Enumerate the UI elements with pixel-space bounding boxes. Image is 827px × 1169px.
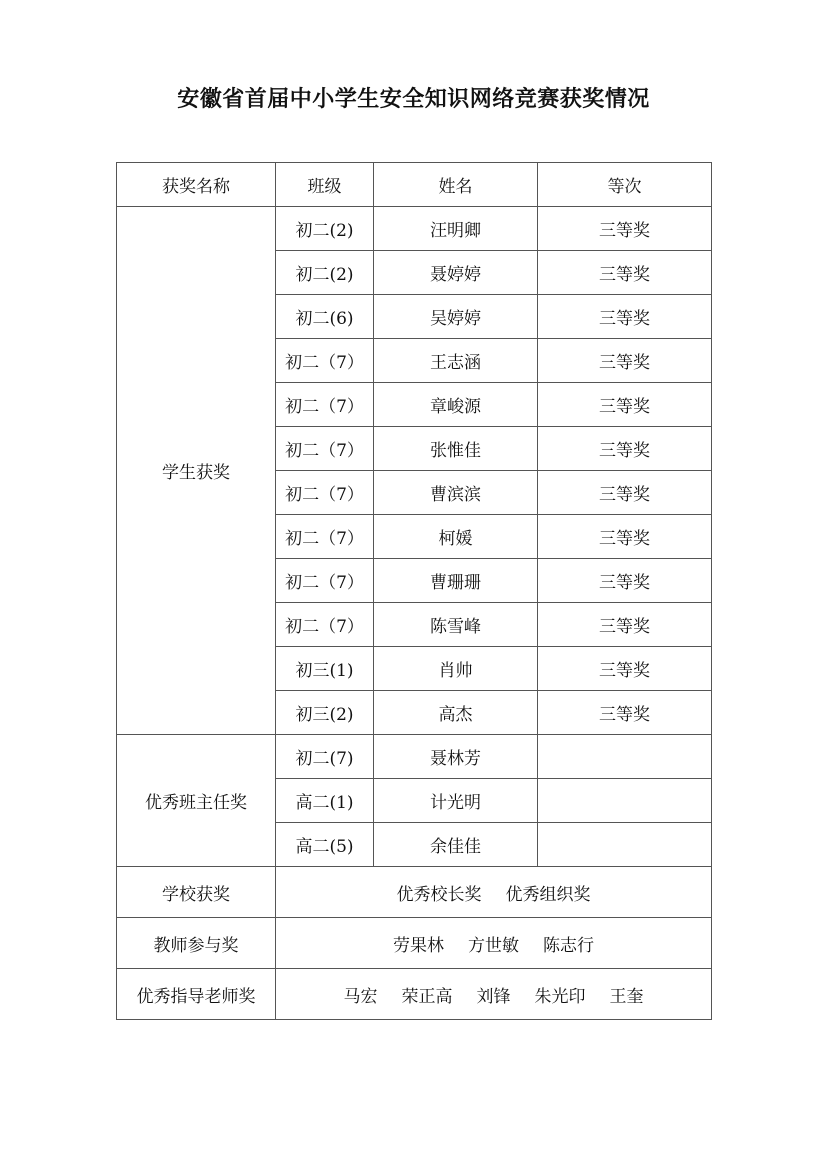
name-cell: 曹滨滨: [374, 471, 538, 515]
rank-cell: 三等奖: [538, 383, 712, 427]
table-row: [117, 918, 712, 969]
header-award-name: 获奖名称: [117, 163, 276, 207]
name-cell: 柯媛: [374, 515, 538, 559]
class-cell: 初二（7）: [276, 515, 374, 559]
name-cell: 章峻源: [374, 383, 538, 427]
award-name-item: 优秀组织奖: [505, 884, 591, 905]
table-row: [117, 735, 712, 779]
rank-cell: 三等奖: [538, 515, 712, 559]
class-cell: 初三(2): [276, 691, 374, 735]
teacher-award-label: 优秀班主任奖: [117, 735, 276, 867]
participation-award-names: [276, 918, 712, 969]
school-award-label: 学校获奖: [117, 867, 276, 918]
rank-cell: 三等奖: [538, 691, 712, 735]
rank-cell: 三等奖: [538, 559, 712, 603]
class-cell: 初二（7）: [276, 603, 374, 647]
name-cell: 陈雪峰: [374, 603, 538, 647]
class-cell: 初二（7）: [276, 383, 374, 427]
award-name-item: 荣正高: [401, 986, 453, 1007]
table-row: [117, 969, 712, 1020]
table-header-row: [117, 163, 712, 207]
rank-cell: [538, 735, 712, 779]
award-name-item: 马宏: [343, 986, 378, 1007]
page-title: 安徽省首届中小学生安全知识网络竞赛获奖情况: [177, 87, 650, 112]
name-cell: 聂婷婷: [374, 251, 538, 295]
name-cell: 吴婷婷: [374, 295, 538, 339]
rank-cell: 三等奖: [538, 647, 712, 691]
award-name-item: 刘锋: [476, 986, 511, 1007]
class-cell: 初二(2): [276, 207, 374, 251]
table-row: [117, 867, 712, 918]
class-cell: 初二（7）: [276, 559, 374, 603]
rank-cell: [538, 779, 712, 823]
name-cell: 余佳佳: [374, 823, 538, 867]
school-award-names: [276, 867, 712, 918]
table-row: [117, 207, 712, 251]
name-cell: 曹珊珊: [374, 559, 538, 603]
class-cell: 初二（7）: [276, 427, 374, 471]
class-cell: 初二（7）: [276, 339, 374, 383]
participation-award-label: 教师参与奖: [117, 918, 276, 969]
class-cell: 初二（7）: [276, 471, 374, 515]
name-cell: 聂林芳: [374, 735, 538, 779]
class-cell: 初二(2): [276, 251, 374, 295]
award-table-body: [117, 163, 712, 1020]
award-table: [116, 162, 712, 1020]
class-cell: 初二(6): [276, 295, 374, 339]
rank-cell: 三等奖: [538, 207, 712, 251]
name-cell: 计光明: [374, 779, 538, 823]
rank-cell: 三等奖: [538, 427, 712, 471]
rank-cell: 三等奖: [538, 251, 712, 295]
rank-cell: [538, 823, 712, 867]
mentor-award-label: 优秀指导老师奖: [117, 969, 276, 1020]
header-class: 班级: [276, 163, 374, 207]
header-name: 姓名: [374, 163, 538, 207]
award-name-item: 陈志行: [543, 935, 594, 956]
name-cell: 汪明卿: [374, 207, 538, 251]
class-cell: 初三(1): [276, 647, 374, 691]
award-name-item: 王奎: [609, 986, 644, 1007]
name-cell: 高杰: [374, 691, 538, 735]
student-award-label: 学生获奖: [117, 207, 276, 735]
name-cell: 张惟佳: [374, 427, 538, 471]
header-rank: 等次: [538, 163, 712, 207]
rank-cell: 三等奖: [538, 603, 712, 647]
rank-cell: 三等奖: [538, 339, 712, 383]
class-cell: 初二(7): [276, 735, 374, 779]
name-cell: 肖帅: [374, 647, 538, 691]
award-name-item: 朱光印: [534, 986, 586, 1007]
rank-cell: 三等奖: [538, 295, 712, 339]
class-cell: 高二(1): [276, 779, 374, 823]
mentor-award-names: [276, 969, 712, 1020]
name-cell: 王志涵: [374, 339, 538, 383]
class-cell: 高二(5): [276, 823, 374, 867]
award-name-item: 优秀校长奖: [396, 884, 482, 905]
award-name-item: 方世敏: [468, 935, 519, 956]
rank-cell: 三等奖: [538, 471, 712, 515]
award-name-item: 劳果林: [393, 935, 444, 956]
